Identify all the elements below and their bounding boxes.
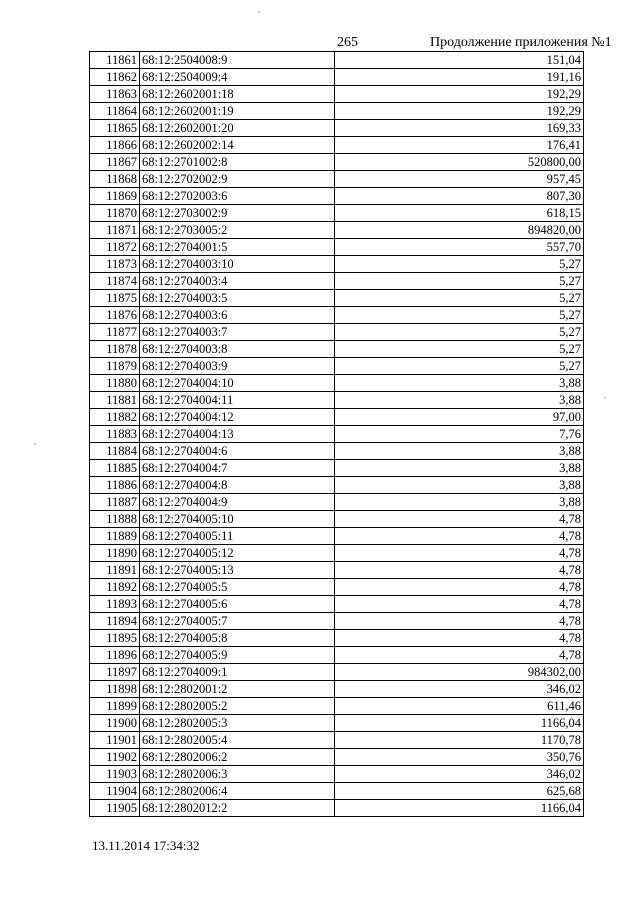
area-value-cell: 3,88 xyxy=(335,392,584,409)
area-value-cell: 4,78 xyxy=(335,596,584,613)
row-number-cell: 11886 xyxy=(90,477,140,494)
row-number-cell: 11869 xyxy=(90,188,140,205)
cadastral-number-cell: 68:12:2704004:12 xyxy=(140,409,335,426)
cadastral-number-cell: 68:12:2802001:2 xyxy=(140,681,335,698)
row-number-cell: 11864 xyxy=(90,103,140,120)
row-number-cell: 11882 xyxy=(90,409,140,426)
cadastral-number-cell: 68:12:2704005:12 xyxy=(140,545,335,562)
area-value-cell: 7,76 xyxy=(335,426,584,443)
cadastral-number-cell: 68:12:2704003:10 xyxy=(140,256,335,273)
area-value-cell: 520800,00 xyxy=(335,154,584,171)
area-value-cell: 1166,04 xyxy=(335,800,584,817)
cadastral-table xyxy=(89,51,584,817)
row-number-cell: 11888 xyxy=(90,511,140,528)
area-value-cell: 4,78 xyxy=(335,545,584,562)
area-value-cell: 894820,00 xyxy=(335,222,584,239)
cadastral-number-cell: 68:12:2704004:13 xyxy=(140,426,335,443)
table-row xyxy=(90,120,584,137)
cadastral-number-cell: 68:12:2704005:7 xyxy=(140,613,335,630)
area-value-cell: 346,02 xyxy=(335,766,584,783)
cadastral-number-cell: 68:12:2504009:4 xyxy=(140,69,335,86)
row-number-cell: 11887 xyxy=(90,494,140,511)
area-value-cell: 4,78 xyxy=(335,647,584,664)
table-row xyxy=(90,664,584,681)
cadastral-number-cell: 68:12:2703002:9 xyxy=(140,205,335,222)
row-number-cell: 11875 xyxy=(90,290,140,307)
table-row xyxy=(90,69,584,86)
area-value-cell: 5,27 xyxy=(335,358,584,375)
table-row xyxy=(90,358,584,375)
area-value-cell: 176,41 xyxy=(335,137,584,154)
area-value-cell: 192,29 xyxy=(335,103,584,120)
table-row xyxy=(90,596,584,613)
table-row xyxy=(90,477,584,494)
table-row xyxy=(90,715,584,732)
area-value-cell: 3,88 xyxy=(335,477,584,494)
row-number-cell: 11871 xyxy=(90,222,140,239)
row-number-cell: 11885 xyxy=(90,460,140,477)
row-number-cell: 11866 xyxy=(90,137,140,154)
table-row xyxy=(90,630,584,647)
row-number-cell: 11865 xyxy=(90,120,140,137)
area-value-cell: 3,88 xyxy=(335,443,584,460)
cadastral-number-cell: 68:12:2703005:2 xyxy=(140,222,335,239)
table-row xyxy=(90,307,584,324)
area-value-cell: 169,33 xyxy=(335,120,584,137)
area-value-cell: 3,88 xyxy=(335,460,584,477)
cadastral-number-cell: 68:12:2704003:6 xyxy=(140,307,335,324)
scan-speck xyxy=(604,397,606,399)
row-number-cell: 11879 xyxy=(90,358,140,375)
cadastral-number-cell: 68:12:2704005:8 xyxy=(140,630,335,647)
cadastral-number-cell: 68:12:2704003:8 xyxy=(140,341,335,358)
row-number-cell: 11876 xyxy=(90,307,140,324)
area-value-cell: 807,30 xyxy=(335,188,584,205)
table-row xyxy=(90,324,584,341)
row-number-cell: 11894 xyxy=(90,613,140,630)
row-number-cell: 11883 xyxy=(90,426,140,443)
cadastral-number-cell: 68:12:2704003:7 xyxy=(140,324,335,341)
area-value-cell: 4,78 xyxy=(335,579,584,596)
cadastral-number-cell: 68:12:2704004:10 xyxy=(140,375,335,392)
area-value-cell: 618,15 xyxy=(335,205,584,222)
area-value-cell: 97,00 xyxy=(335,409,584,426)
area-value-cell: 1170,78 xyxy=(335,732,584,749)
area-value-cell: 4,78 xyxy=(335,630,584,647)
table-row xyxy=(90,783,584,800)
cadastral-number-cell: 68:12:2504008:9 xyxy=(140,52,335,69)
cadastral-number-cell: 68:12:2704009:1 xyxy=(140,664,335,681)
table-row xyxy=(90,341,584,358)
row-number-cell: 11861 xyxy=(90,52,140,69)
row-number-cell: 11891 xyxy=(90,562,140,579)
table-row xyxy=(90,103,584,120)
cadastral-number-cell: 68:12:2602001:18 xyxy=(140,86,335,103)
area-value-cell: 957,45 xyxy=(335,171,584,188)
table-row xyxy=(90,528,584,545)
table-row xyxy=(90,222,584,239)
area-value-cell: 4,78 xyxy=(335,562,584,579)
table-row xyxy=(90,494,584,511)
row-number-cell: 11893 xyxy=(90,596,140,613)
table-row xyxy=(90,460,584,477)
row-number-cell: 11892 xyxy=(90,579,140,596)
row-number-cell: 11896 xyxy=(90,647,140,664)
row-number-cell: 11895 xyxy=(90,630,140,647)
table-row xyxy=(90,188,584,205)
table-row xyxy=(90,409,584,426)
cadastral-number-cell: 68:12:2602001:19 xyxy=(140,103,335,120)
cadastral-number-cell: 68:12:2704004:11 xyxy=(140,392,335,409)
scan-speck xyxy=(258,11,260,13)
table-row xyxy=(90,613,584,630)
table-row xyxy=(90,749,584,766)
area-value-cell: 611,46 xyxy=(335,698,584,715)
row-number-cell: 11900 xyxy=(90,715,140,732)
cadastral-number-cell: 68:12:2704004:7 xyxy=(140,460,335,477)
area-value-cell: 625,68 xyxy=(335,783,584,800)
table-row xyxy=(90,86,584,103)
row-number-cell: 11863 xyxy=(90,86,140,103)
table-row xyxy=(90,511,584,528)
row-number-cell: 11868 xyxy=(90,171,140,188)
table-row xyxy=(90,137,584,154)
cadastral-table-body xyxy=(90,52,584,817)
row-number-cell: 11899 xyxy=(90,698,140,715)
cadastral-number-cell: 68:12:2802006:3 xyxy=(140,766,335,783)
table-row xyxy=(90,732,584,749)
row-number-cell: 11877 xyxy=(90,324,140,341)
row-number-cell: 11881 xyxy=(90,392,140,409)
scan-speck xyxy=(34,443,36,445)
cadastral-number-cell: 68:12:2802005:2 xyxy=(140,698,335,715)
row-number-cell: 11873 xyxy=(90,256,140,273)
cadastral-number-cell: 68:12:2702002:9 xyxy=(140,171,335,188)
row-number-cell: 11902 xyxy=(90,749,140,766)
table-row xyxy=(90,579,584,596)
cadastral-number-cell: 68:12:2704003:9 xyxy=(140,358,335,375)
table-row xyxy=(90,273,584,290)
area-value-cell: 4,78 xyxy=(335,511,584,528)
print-timestamp: 13.11.2014 17:34:32 xyxy=(92,838,200,853)
row-number-cell: 11880 xyxy=(90,375,140,392)
table-row xyxy=(90,171,584,188)
area-value-cell: 5,27 xyxy=(335,307,584,324)
area-value-cell: 5,27 xyxy=(335,273,584,290)
cadastral-number-cell: 68:12:2702003:6 xyxy=(140,188,335,205)
area-value-cell: 350,76 xyxy=(335,749,584,766)
appendix-continuation-note: Продолжение приложения №1 xyxy=(430,35,612,50)
row-number-cell: 11889 xyxy=(90,528,140,545)
cadastral-number-cell: 68:12:2704004:9 xyxy=(140,494,335,511)
table-row xyxy=(90,681,584,698)
cadastral-number-cell: 68:12:2704003:4 xyxy=(140,273,335,290)
cadastral-number-cell: 68:12:2602001:20 xyxy=(140,120,335,137)
area-value-cell: 557,70 xyxy=(335,239,584,256)
table-row xyxy=(90,154,584,171)
cadastral-number-cell: 68:12:2802005:4 xyxy=(140,732,335,749)
cadastral-number-cell: 68:12:2704005:9 xyxy=(140,647,335,664)
table-row xyxy=(90,205,584,222)
area-value-cell: 5,27 xyxy=(335,324,584,341)
area-value-cell: 191,16 xyxy=(335,69,584,86)
row-number-cell: 11897 xyxy=(90,664,140,681)
table-row xyxy=(90,239,584,256)
area-value-cell: 346,02 xyxy=(335,681,584,698)
row-number-cell: 11870 xyxy=(90,205,140,222)
table-row xyxy=(90,647,584,664)
area-value-cell: 5,27 xyxy=(335,290,584,307)
table-row xyxy=(90,375,584,392)
area-value-cell: 192,29 xyxy=(335,86,584,103)
row-number-cell: 11904 xyxy=(90,783,140,800)
cadastral-number-cell: 68:12:2704003:5 xyxy=(140,290,335,307)
cadastral-number-cell: 68:12:2802005:3 xyxy=(140,715,335,732)
table-row xyxy=(90,52,584,69)
area-value-cell: 4,78 xyxy=(335,528,584,545)
area-value-cell: 151,04 xyxy=(335,52,584,69)
row-number-cell: 11903 xyxy=(90,766,140,783)
table-row xyxy=(90,562,584,579)
row-number-cell: 11867 xyxy=(90,154,140,171)
row-number-cell: 11872 xyxy=(90,239,140,256)
cadastral-number-cell: 68:12:2802012:2 xyxy=(140,800,335,817)
cadastral-number-cell: 68:12:2701002:8 xyxy=(140,154,335,171)
cadastral-number-cell: 68:12:2802006:2 xyxy=(140,749,335,766)
cadastral-number-cell: 68:12:2704005:11 xyxy=(140,528,335,545)
table-row xyxy=(90,545,584,562)
table-row xyxy=(90,290,584,307)
row-number-cell: 11890 xyxy=(90,545,140,562)
table-row xyxy=(90,698,584,715)
table-row xyxy=(90,392,584,409)
area-value-cell: 1166,04 xyxy=(335,715,584,732)
row-number-cell: 11901 xyxy=(90,732,140,749)
row-number-cell: 11898 xyxy=(90,681,140,698)
table-row xyxy=(90,426,584,443)
cadastral-number-cell: 68:12:2704005:6 xyxy=(140,596,335,613)
cadastral-number-cell: 68:12:2704005:10 xyxy=(140,511,335,528)
row-number-cell: 11874 xyxy=(90,273,140,290)
table-row xyxy=(90,766,584,783)
cadastral-number-cell: 68:12:2704004:6 xyxy=(140,443,335,460)
area-value-cell: 4,78 xyxy=(335,613,584,630)
area-value-cell: 3,88 xyxy=(335,375,584,392)
area-value-cell: 5,27 xyxy=(335,256,584,273)
table-row xyxy=(90,443,584,460)
cadastral-number-cell: 68:12:2704004:8 xyxy=(140,477,335,494)
row-number-cell: 11884 xyxy=(90,443,140,460)
cadastral-number-cell: 68:12:2704005:5 xyxy=(140,579,335,596)
cadastral-number-cell: 68:12:2602002:14 xyxy=(140,137,335,154)
area-value-cell: 3,88 xyxy=(335,494,584,511)
row-number-cell: 11862 xyxy=(90,69,140,86)
area-value-cell: 984302,00 xyxy=(335,664,584,681)
row-number-cell: 11878 xyxy=(90,341,140,358)
table-row xyxy=(90,800,584,817)
cadastral-number-cell: 68:12:2704001:5 xyxy=(140,239,335,256)
cadastral-number-cell: 68:12:2802006:4 xyxy=(140,783,335,800)
cadastral-number-cell: 68:12:2704005:13 xyxy=(140,562,335,579)
page-number: 265 xyxy=(337,35,358,50)
table-row xyxy=(90,256,584,273)
area-value-cell: 5,27 xyxy=(335,341,584,358)
row-number-cell: 11905 xyxy=(90,800,140,817)
